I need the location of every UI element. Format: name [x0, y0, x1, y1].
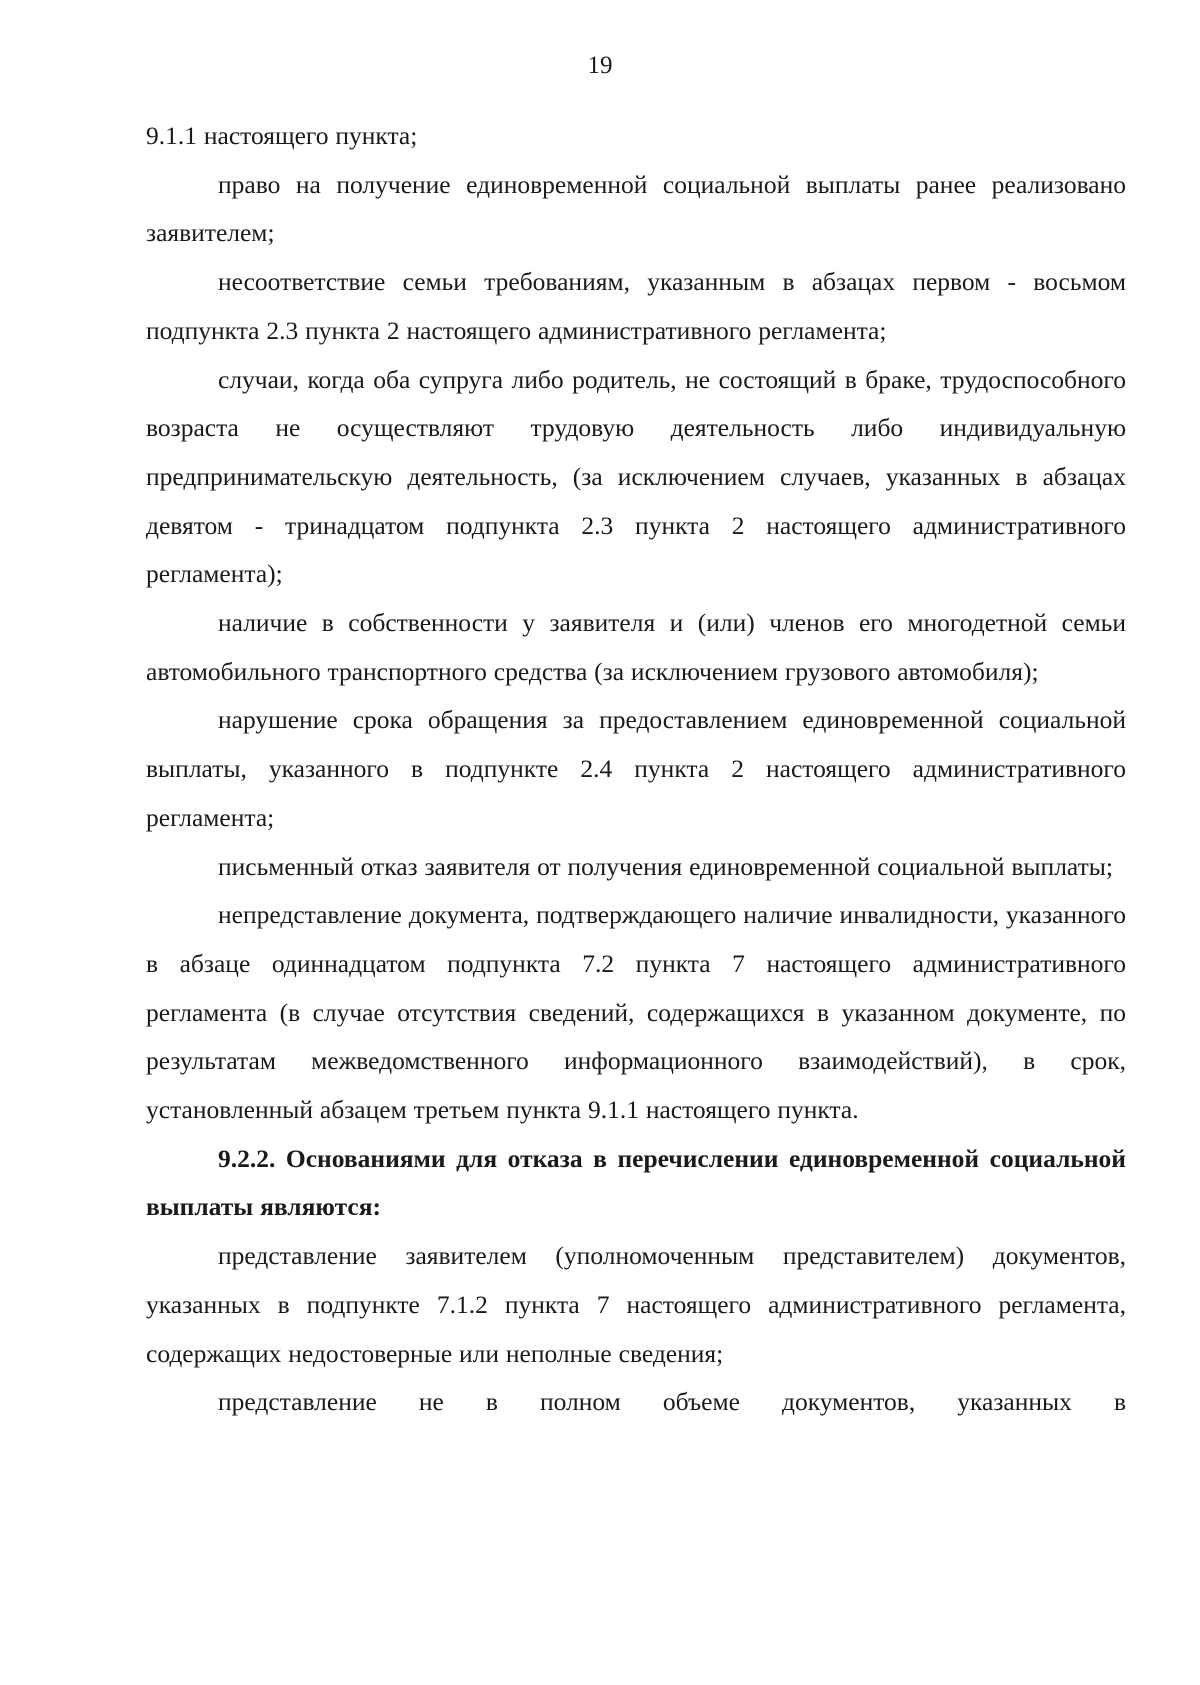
paragraph-disability-document: непредставление документа, подтверждающего наличие инвалидности, указанного в абзаце одиннадцатом подпункта 7.2 пункта 7 настоящего административного регламента (в случае отсутствия сведений, содержащихся в указанном документе, по результатам межведомственного информационного взаимодействий), в срок, установленный абзацем третьем пункта 9.1.1 настоящего пункта.: [146, 900, 1126, 1125]
paragraph-right-realized: право на получение единовременной социальной выплаты ранее реализовано заявителем;: [146, 169, 1126, 248]
paragraph-false-documents: представление заявителем (уполномоченным представителем) документов, указанных в подпункте 7.1.2 пункта 7 настоящего административного регламента, содержащих недостоверные или неполные сведения;: [146, 1241, 1126, 1368]
document-body: [146, 112, 1126, 1427]
paragraph-incomplete-documents: представление не в полном объеме документов, указанных в: [218, 1387, 1126, 1417]
section-heading-9-2-2: 9.2.2. Основаниями для отказа в перечислении единовременной социальной выплаты являются:: [146, 1143, 1126, 1222]
paragraph-written-refusal: письменный отказ заявителя от получения единовременной социальной выплаты;: [218, 851, 1113, 881]
paragraph-spouses-not-working: случаи, когда оба супруга либо родитель, не состоящий в браке, трудоспособного возраста не осуществляют трудовую деятельность либо индивидуальную предпринимательскую деятельность, (за исключением случаев, указанных в абзацах девятом - тринадцатом подпункта 2.3 пункта 2 настоящего административного регламента);: [146, 364, 1126, 589]
page-number: 19: [587, 52, 613, 79]
paragraph-continuation: 9.1.1 настоящего пункта;: [146, 121, 418, 150]
paragraph-family-mismatch: несоответствие семьи требованиям, указанным в абзацах первом - восьмом подпункта 2.3 пункта 2 настоящего административного регламента;: [146, 267, 1126, 345]
paragraph-vehicle-ownership: наличие в собственности у заявителя и (или) членов его многодетной семьи автомобильного транспортного средства (за исключением грузового автомобиля);: [146, 608, 1126, 686]
paragraph-deadline-violation: нарушение срока обращения за предоставлением единовременной социальной выплаты, указанного в подпункте 2.4 пункта 2 настоящего административного регламента;: [146, 705, 1126, 832]
